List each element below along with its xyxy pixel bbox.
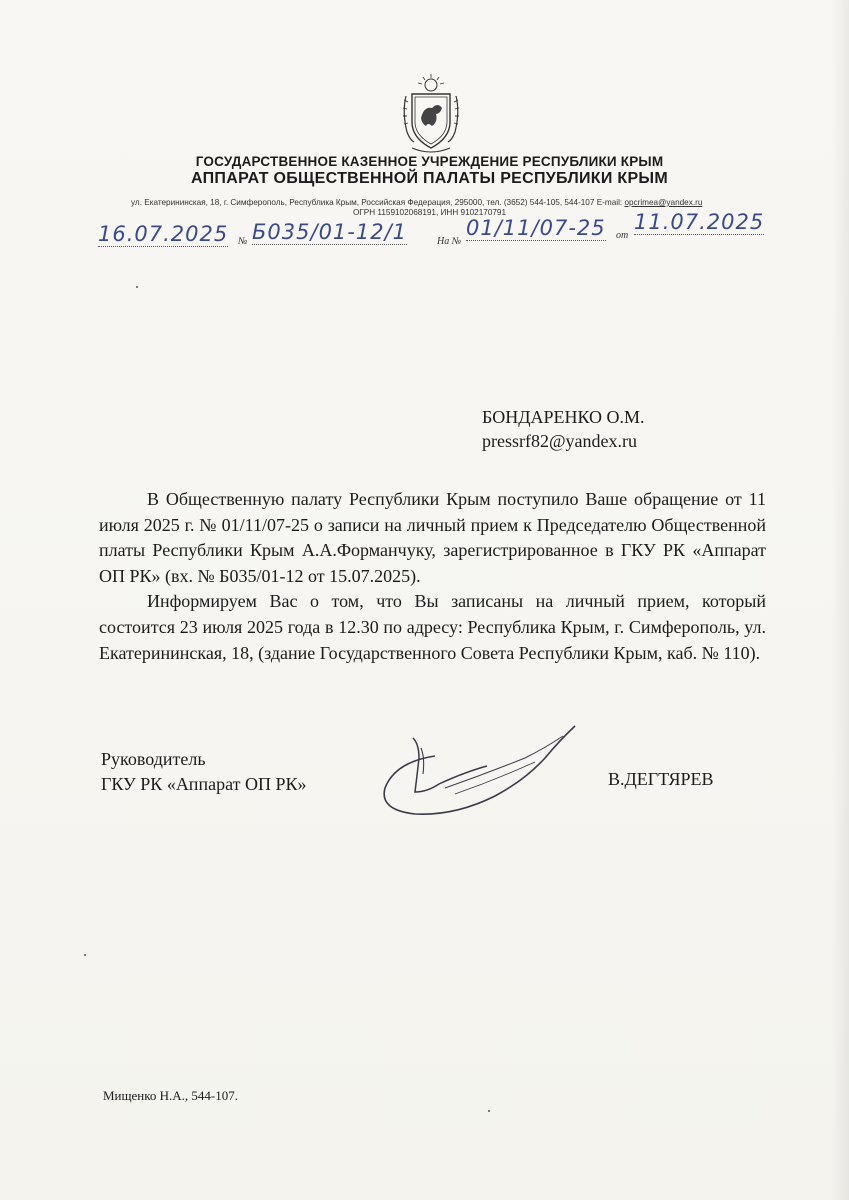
registry-line: ОГРН 1159102068191, ИНН 9102170791: [352, 208, 507, 217]
recipient-name: БОНДАРЕНКО О.М.: [482, 407, 645, 427]
outgoing-date: 16.07.2025: [98, 222, 229, 246]
scan-speck: [84, 954, 86, 956]
institution-title: ГОСУДАРСТВЕННОЕ КАЗЕННОЕ УЧРЕЖДЕНИЕ РЕСПУБЛИКИ КРЫМ: [195, 154, 664, 169]
recipient-email: pressrf82@yandex.ru: [482, 431, 638, 451]
scan-speck: [136, 286, 138, 288]
reference-date: 11.07.2025: [634, 210, 765, 234]
recipient-block: [482, 405, 645, 453]
crimea-coat-of-arms-icon: [398, 72, 464, 154]
body-paragraph-1: В Общественную палату Республики Крым поступило Ваше обращение от 11 июля 2025 г. № 01/11/07-25 о записи на личный прием к Председателю Общественной платы Республики Крым А.А.Форманчуку, зарегистрированное в ГКУ РК «Аппарат ОП РК» (вх. № Б035/01-12 от 15.07.2025).: [99, 489, 766, 586]
signer-position-line-2: ГКУ РК «Аппарат ОП РК»: [101, 774, 307, 794]
body-paragraph-2: Информируем Вас о том, что Вы записаны на личный прием, который состоится 23 июля 2025 года в 12.30 по адресу: Республика Крым, г. Симферополь, ул. Екатерининская, 18, (здание Государственного Совета Республики Крым, каб. № 110).: [99, 591, 766, 663]
letter-body: [99, 487, 766, 666]
scan-speck: [488, 1110, 490, 1112]
signer-name: В.ДЕГТЯРЕВ: [608, 769, 714, 789]
contact-address-line: [131, 198, 751, 207]
reference-number-label: На №: [437, 236, 462, 247]
signer-position-line-1: Руководитель: [101, 749, 206, 769]
number-label: №: [238, 236, 248, 247]
reference-number: 01/11/07-25: [466, 216, 606, 240]
address-text: ул. Екатерининская, 18, г. Симферополь, Республика Крым, Российская Федерация, 295000, тел. (3652) 544-105, 544-107 E-mail:: [131, 198, 625, 207]
reference-date-label: от: [616, 230, 629, 241]
organization-email-link[interactable]: opcrimea@yandex.ru: [624, 198, 703, 207]
signer-position: [101, 747, 306, 797]
handwritten-signature: [375, 718, 585, 838]
organization-title: АППАРАТ ОБЩЕСТВЕННОЙ ПАЛАТЫ РЕСПУБЛИКИ КРЫМ: [190, 170, 669, 187]
outgoing-number: Б035/01-12/1: [252, 220, 408, 244]
executor-note: Мищенко Н.А., 544-107.: [103, 1088, 239, 1103]
